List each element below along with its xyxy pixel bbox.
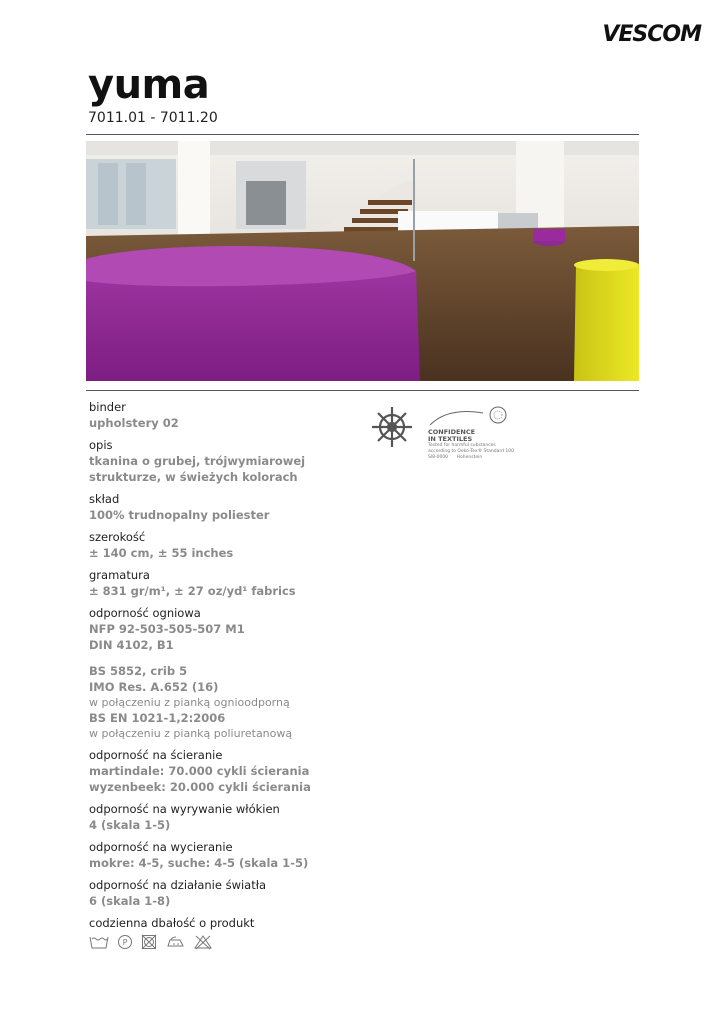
spec-description — [89, 438, 389, 485]
spec-value: wyzenbeek: 20.000 cykli ścierania — [89, 780, 311, 794]
spec-width — [89, 530, 389, 561]
spec-label: szerokość — [89, 530, 146, 544]
certifications — [370, 405, 528, 461]
spec-value: BS 5852, crib 5 — [89, 664, 188, 678]
spec-value: BS EN 1021-1,2:2006 — [89, 711, 226, 725]
interior-photo — [86, 141, 639, 381]
brand-logo: VESCOM — [602, 22, 701, 47]
svg-text:P: P — [122, 938, 128, 947]
spec-value: DIN 4102, B1 — [89, 638, 174, 652]
spec-value: 6 (skala 1-8) — [89, 894, 171, 908]
oeko-tex-label — [428, 405, 528, 461]
spec-label: odporność ogniowa — [89, 606, 201, 620]
spec-fire-resistance — [89, 606, 389, 741]
spec-label: opis — [89, 438, 113, 452]
ship-wheel-icon — [370, 405, 414, 449]
spec-value: upholstery 02 — [89, 416, 179, 430]
spec-lightfastness — [89, 878, 389, 909]
spec-label: odporność na wycieranie — [89, 840, 233, 854]
product-code-range: 7011.01 - 7011.20 — [88, 110, 218, 126]
spec-rubbing — [89, 840, 389, 871]
spec-value: martindale: 70.000 cykli ścierania — [89, 764, 310, 778]
iron-icon — [165, 934, 185, 950]
spec-composition — [89, 492, 389, 523]
divider-middle — [86, 390, 639, 391]
oeko-line2: IN TEXTILES — [428, 435, 473, 443]
oeko-line1: CONFIDENCE — [428, 428, 476, 436]
spec-label: odporność na wyrywanie włókien — [89, 802, 280, 816]
spec-care — [89, 916, 389, 950]
spec-label: odporność na ścieranie — [89, 748, 223, 762]
spec-weight — [89, 568, 389, 599]
spec-label: gramatura — [89, 568, 150, 582]
spec-value: 100% trudnopalny poliester — [89, 508, 270, 522]
spec-value: NFP 92-503-505-507 M1 — [89, 622, 245, 636]
spec-label: skład — [89, 492, 120, 506]
spec-binder — [89, 400, 389, 431]
oeko-code: Sl8-0000 — [428, 455, 449, 460]
oeko-line3: Tested for harmful substances — [428, 443, 496, 448]
oeko-tex-logo-icon — [428, 405, 528, 425]
spec-note: w połączeniu z pianką poliuretanową — [89, 727, 293, 740]
spec-value: strukturze, w świeżych kolorach — [89, 470, 298, 484]
spec-label: odporność na działanie światła — [89, 878, 267, 892]
spec-value: mokre: 4-5, suche: 4-5 (skala 1-5) — [89, 856, 309, 870]
care-icons — [89, 934, 389, 950]
spec-label: codzienna dbałość o produkt — [89, 916, 255, 930]
spec-value: tkanina o grubej, trójwymiarowej — [89, 454, 306, 468]
spec-value: ± 831 gr/m¹, ± 27 oz/yd¹ fabrics — [89, 584, 296, 598]
oeko-line4: according to Oeko-Tex® Standard 100 — [428, 449, 514, 454]
spec-value: ± 140 cm, ± 55 inches — [89, 546, 234, 560]
oeko-institute: Hohenstein — [456, 455, 483, 460]
dry-clean-p-icon — [117, 934, 133, 950]
product-title: yuma — [88, 62, 210, 108]
spec-value: IMO Res. A.652 (16) — [89, 680, 219, 694]
spec-label: binder — [89, 400, 126, 414]
spec-value: 4 (skala 1-5) — [89, 818, 171, 832]
spec-list — [89, 400, 389, 957]
no-tumble-dry-icon — [141, 934, 157, 950]
divider-top — [86, 134, 639, 135]
spec-pilling — [89, 802, 389, 833]
spec-note: w połączeniu z pianką ognioodporną — [89, 696, 290, 709]
no-bleach-icon — [193, 934, 213, 950]
wash-icon — [89, 934, 109, 950]
spec-abrasion — [89, 748, 389, 795]
